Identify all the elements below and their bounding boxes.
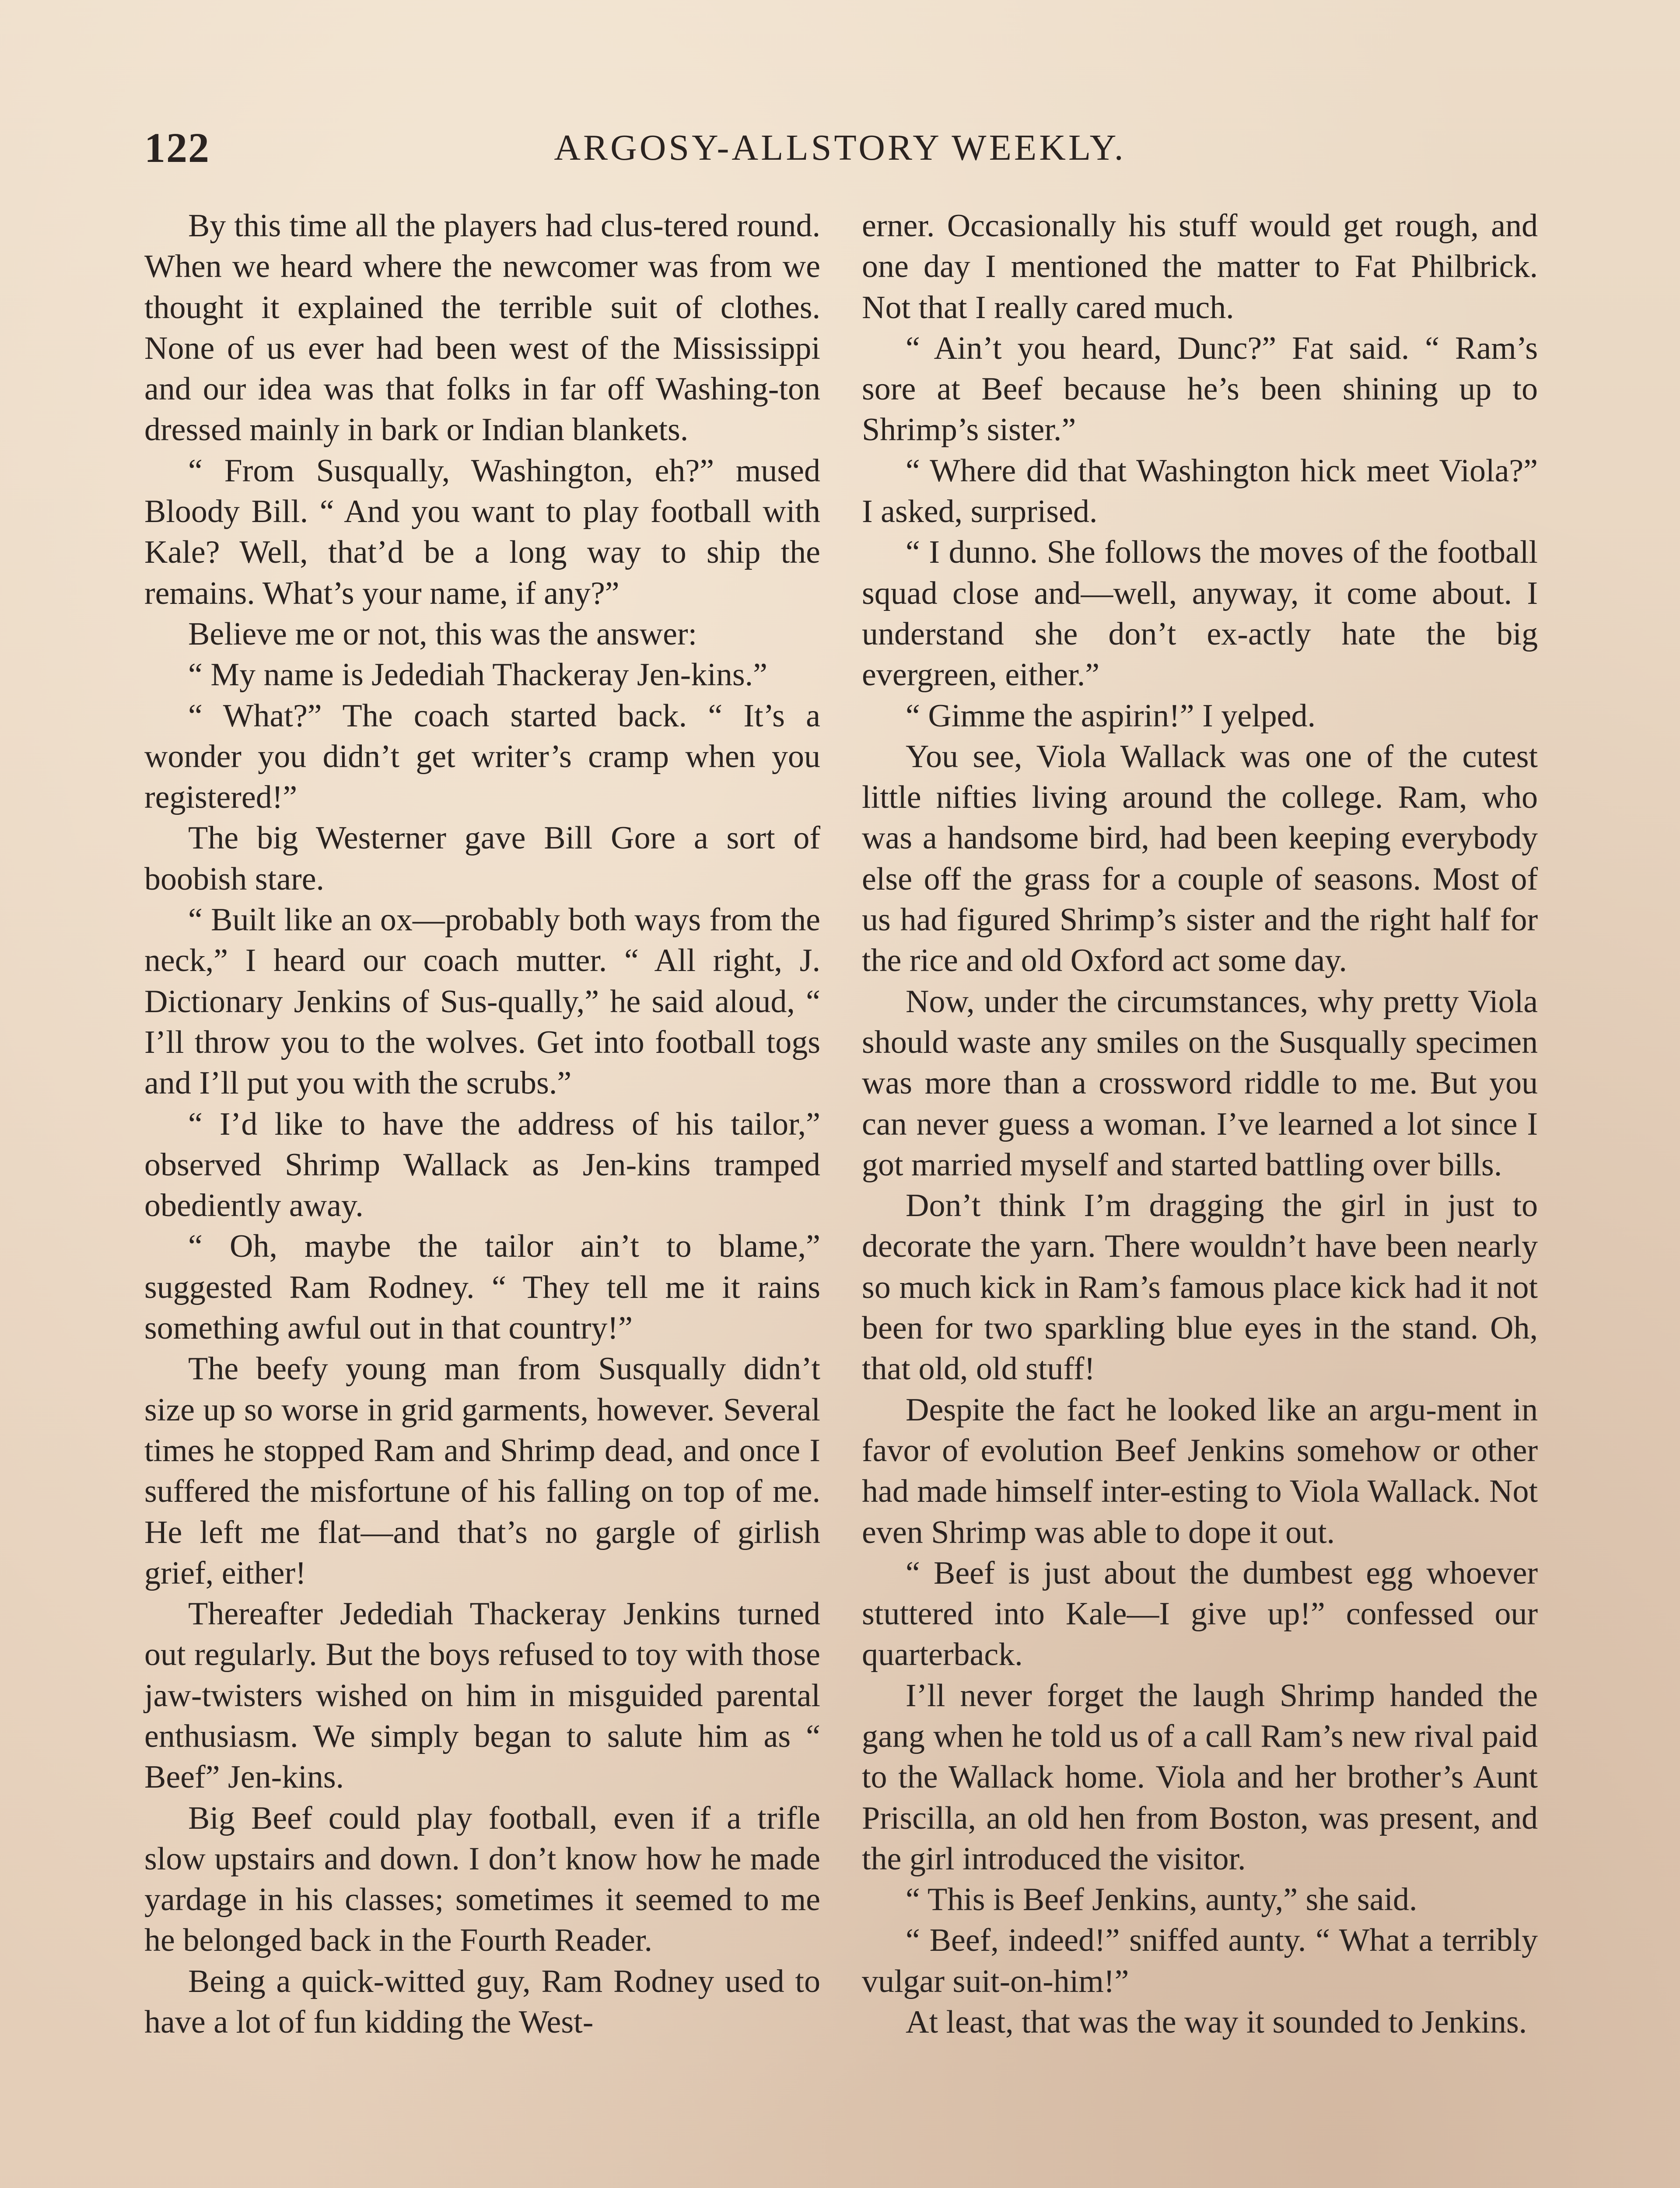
paragraph: “ Ain’t you heard, Dunc?” Fat said. “ Ram’s sore at Beef because he’s been shining up to Shrimp’s sister.” — [862, 330, 1538, 448]
paragraph: Being a quick-witted guy, Ram Rodney used to have a lot of fun kidding the West- — [144, 1963, 820, 2041]
paragraph: Don’t think I’m dragging the girl in just to decorate the yarn. There wouldn’t have been nearly so much kick in Ram’s famous place kick had it not been for two sparkling blue eyes in the stand. Oh, that old, old stuff! — [862, 1188, 1538, 1387]
paragraph: Thereafter Jedediah Thackeray Jenkins turned out regularly. But the boys refused to toy with those jaw-twisters wished on him in misguided parental enthusiasm. We simply began to salute him as “ Beef” Jen-kins. — [144, 1596, 820, 1795]
paragraph: “ What?” The coach started back. “ It’s a wonder you didn’t get writer’s cramp when you registered!” — [144, 698, 820, 816]
paragraph: I’ll never forget the laugh Shrimp handed the gang when he told us of a call Ram’s new rival paid to the Wallack home. Viola and her brother’s Aunt Priscilla, an old hen from Boston, was present, and the girl introduced the visitor. — [862, 1677, 1538, 1877]
paragraph: “ Beef, indeed!” sniffed aunty. “ What a terribly vulgar suit-on-him!” — [862, 1922, 1538, 1999]
paragraph: “ My name is Jedediah Thackeray Jen-kins.” — [188, 657, 768, 693]
paragraph: “ Oh, maybe the tailor ain’t to blame,” suggested Ram Rodney. “ They tell me it rains something awful out in that country!” — [144, 1228, 820, 1346]
paragraph: Despite the fact he looked like an argu-ment in favor of evolution Beef Jenkins somehow or other had made himself inter-esting to Viola Wallack. Not even Shrimp was able to dope it out. — [862, 1392, 1538, 1550]
left-column — [144, 206, 820, 2043]
paragraph: “ This is Beef Jenkins, aunty,” she said. — [906, 1882, 1418, 1918]
paragraph: At least, that was the way it sounded to Jenkins. — [906, 2004, 1527, 2041]
paragraph: The big Westerner gave Bill Gore a sort of boobish stare. — [144, 820, 820, 897]
page-header — [144, 117, 1536, 179]
paragraph: By this time all the players had clus-tered round. When we heard where the newcomer was from we thought it explained the terrible suit of clothes. None of us ever had been west of the Mississippi and our idea was that folks in far off Washing-ton dressed mainly in bark or Indian blankets. — [144, 208, 820, 448]
paragraph: You see, Viola Wallack was one of the cutest little nifties living around the college. Ram, who was a handsome bird, had been keeping everybody else off the grass for a couple of seasons. Most of us had figured Shrimp’s sister and the right half for the rice and old Oxford act some day. — [862, 738, 1538, 979]
paragraph: Now, under the circumstances, why pretty Viola should waste any smiles on the Susqually specimen was more than a crossword riddle to me. But you can never guess a woman. I’ve learned a lot since I got married myself and started battling over bills. — [862, 983, 1538, 1183]
paragraph: “ Built like an ox—probably both ways from the neck,” I heard our coach mutter. “ All right, J. Dictionary Jenkins of Sus-qually,” he said aloud, “ I’ll throw you to the wolves. Get into football togs and I’ll put you with the scrubs.” — [144, 902, 820, 1101]
paragraph: “ I dunno. She follows the moves of the football squad close and—well, anyway, it come about. I understand she don’t ex-actly hate the big evergreen, either.” — [862, 534, 1538, 693]
paragraph: “ Where did that Washington hick meet Viola?” I asked, surprised. — [862, 452, 1538, 530]
paragraph: “ I’d like to have the address of his tailor,” observed Shrimp Wallack as Jen-kins tramped obediently away. — [144, 1106, 820, 1224]
paragraph: The beefy young man from Susqually didn’t size up so worse in grid garments, however. Several times he stopped Ram and Shrimp dead, and once I suffered the misfortune of his falling on top of me. He left me flat—and that’s no gargle of girlish grief, either! — [144, 1351, 820, 1591]
paragraph: “ From Susqually, Washington, eh?” mused Bloody Bill. “ And you want to play football with Kale? Well, that’d be a long way to ship the remains. What’s your name, if any?” — [144, 452, 820, 611]
running-title: ARGOSY-ALLSTORY WEEKLY. — [554, 127, 1126, 168]
page-number: 122 — [144, 124, 210, 171]
paragraph: Believe me or not, this was the answer: — [188, 616, 697, 652]
paragraph: “ Beef is just about the dumbest egg whoever stuttered into Kale—I give up!” confessed our quarterback. — [862, 1555, 1538, 1673]
right-column — [862, 206, 1538, 2043]
paragraph: Big Beef could play football, even if a trifle slow upstairs and down. I don’t know how he made yardage in his classes; sometimes it seemed to me he belonged back in the Fourth Reader. — [144, 1800, 820, 1959]
paragraph: “ Gimme the aspirin!” I yelped. — [906, 698, 1316, 734]
paragraph: erner. Occasionally his stuff would get rough, and one day I mentioned the matter to Fat Philbrick. Not that I really cared much. — [862, 208, 1538, 326]
